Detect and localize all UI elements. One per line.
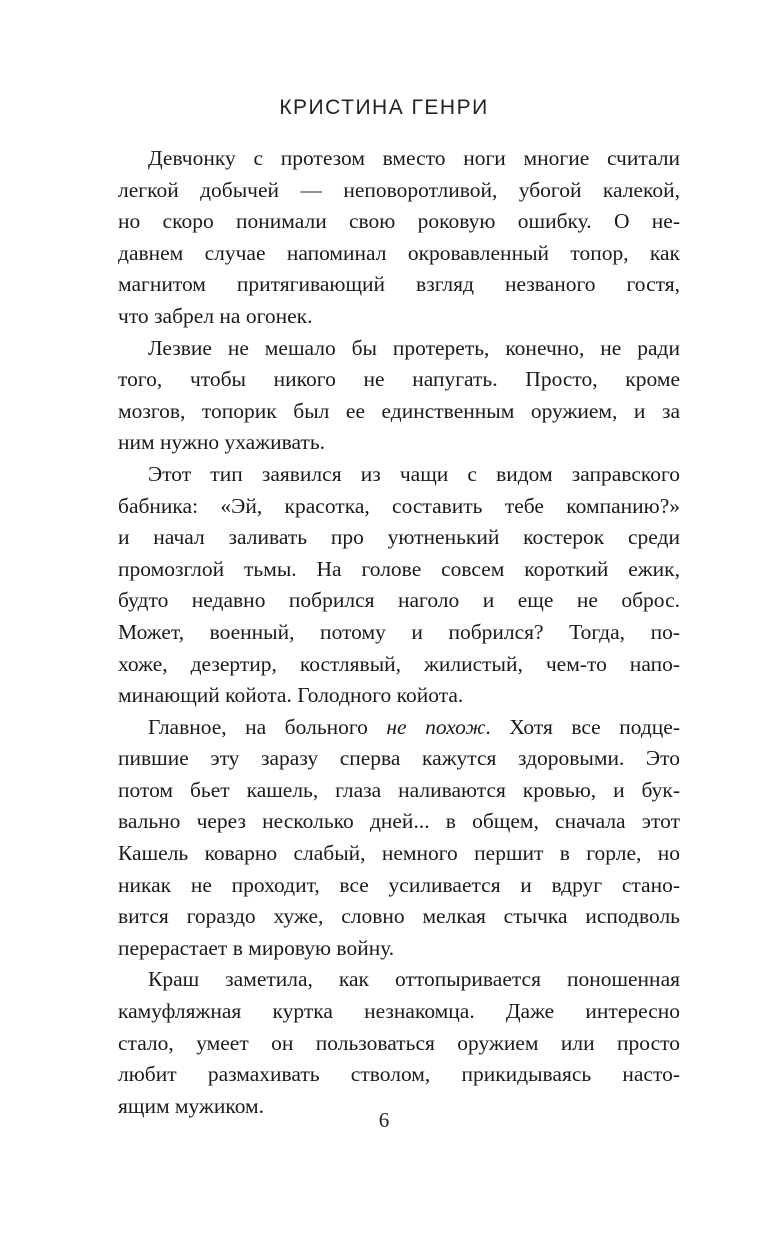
text-line: ним нужно ухаживать.: [118, 430, 326, 455]
text-line: вится гораздо хуже, словно мелкая стычка исподволь: [118, 904, 680, 929]
text-line: и начал заливать про уютненький костерок среди: [118, 525, 680, 550]
text-line: стало, умеет он пользоваться оружием или просто: [118, 1030, 680, 1055]
text-line: Лезвие не мешало бы протереть, конечно, не ради: [148, 335, 680, 360]
text-line: вально через несколько дней... в общем, сначала этот: [118, 809, 680, 834]
running-head-author: КРИСТИНА ГЕНРИ: [279, 96, 489, 119]
paragraph: [118, 712, 680, 965]
page-number: 6: [378, 1108, 390, 1132]
text-line: легкой добычей — неповоротливой, убогой калекой,: [118, 177, 680, 202]
text-line: пившие эту заразу сперва кажутся здоровыми. Это: [118, 746, 680, 771]
text-line: [118, 712, 680, 744]
text-line: камуфляжная куртка незнакомца. Даже интересно: [118, 999, 680, 1024]
text-line: потом бьет кашель, глаза наливаются кровью, и бук-: [118, 777, 680, 802]
text-line: давнем случае напоминал окровавленный топор, как: [118, 240, 680, 265]
text-line: бабника: «Эй, красотка, составить тебе компанию?»: [118, 493, 680, 518]
text-line: того, чтобы никого не напугать. Просто, кроме: [118, 367, 680, 392]
text-line: будто недавно побрился наголо и еще не оброс.: [118, 588, 680, 613]
paragraph: [118, 964, 680, 1122]
text-line: Кашель коварно слабый, немного першит в горле, но: [118, 841, 680, 866]
text-line: минающий койота. Голодного койота.: [118, 683, 464, 708]
text-line: любит размахивать стволом, прикидываясь насто-: [118, 1062, 680, 1087]
text-line: Девчонку с протезом вместо ноги многие считали: [148, 146, 680, 170]
text-fragment: . Хотя все подце-: [485, 714, 680, 739]
italic-emphasis: не похож: [386, 714, 486, 739]
text-fragment: Главное, на больного: [148, 714, 387, 739]
paragraph: [118, 143, 680, 333]
text-line: но скоро понимали свою роковую ошибку. О не-: [118, 209, 680, 234]
text-line: перерастает в мировую войну.: [118, 935, 395, 960]
body-text: [118, 143, 680, 1122]
text-line: мозгов, топорик был ее единственным оружием, и за: [118, 398, 680, 423]
text-line: Краш заметила, как оттопыривается поношенная: [148, 967, 680, 992]
text-line: Может, военный, потому и побрился? Тогда, по-: [118, 619, 680, 644]
paragraph: [118, 333, 680, 459]
text-line: никак не проходит, все усиливается и вдруг стано-: [118, 872, 680, 897]
text-line: что забрел на огонек.: [118, 303, 313, 328]
text-line: Этот тип заявился из чащи с видом заправского: [148, 461, 680, 486]
text-line: промозглой тьмы. На голове совсем короткий ежик,: [118, 556, 680, 581]
text-line: ящим мужиком.: [118, 1093, 265, 1118]
paragraph: [118, 459, 680, 712]
text-line: магнитом притягивающий взгляд незваного гостя,: [118, 272, 680, 297]
text-line: хоже, дезертир, костлявый, жилистый, чем-то напо-: [118, 651, 680, 676]
